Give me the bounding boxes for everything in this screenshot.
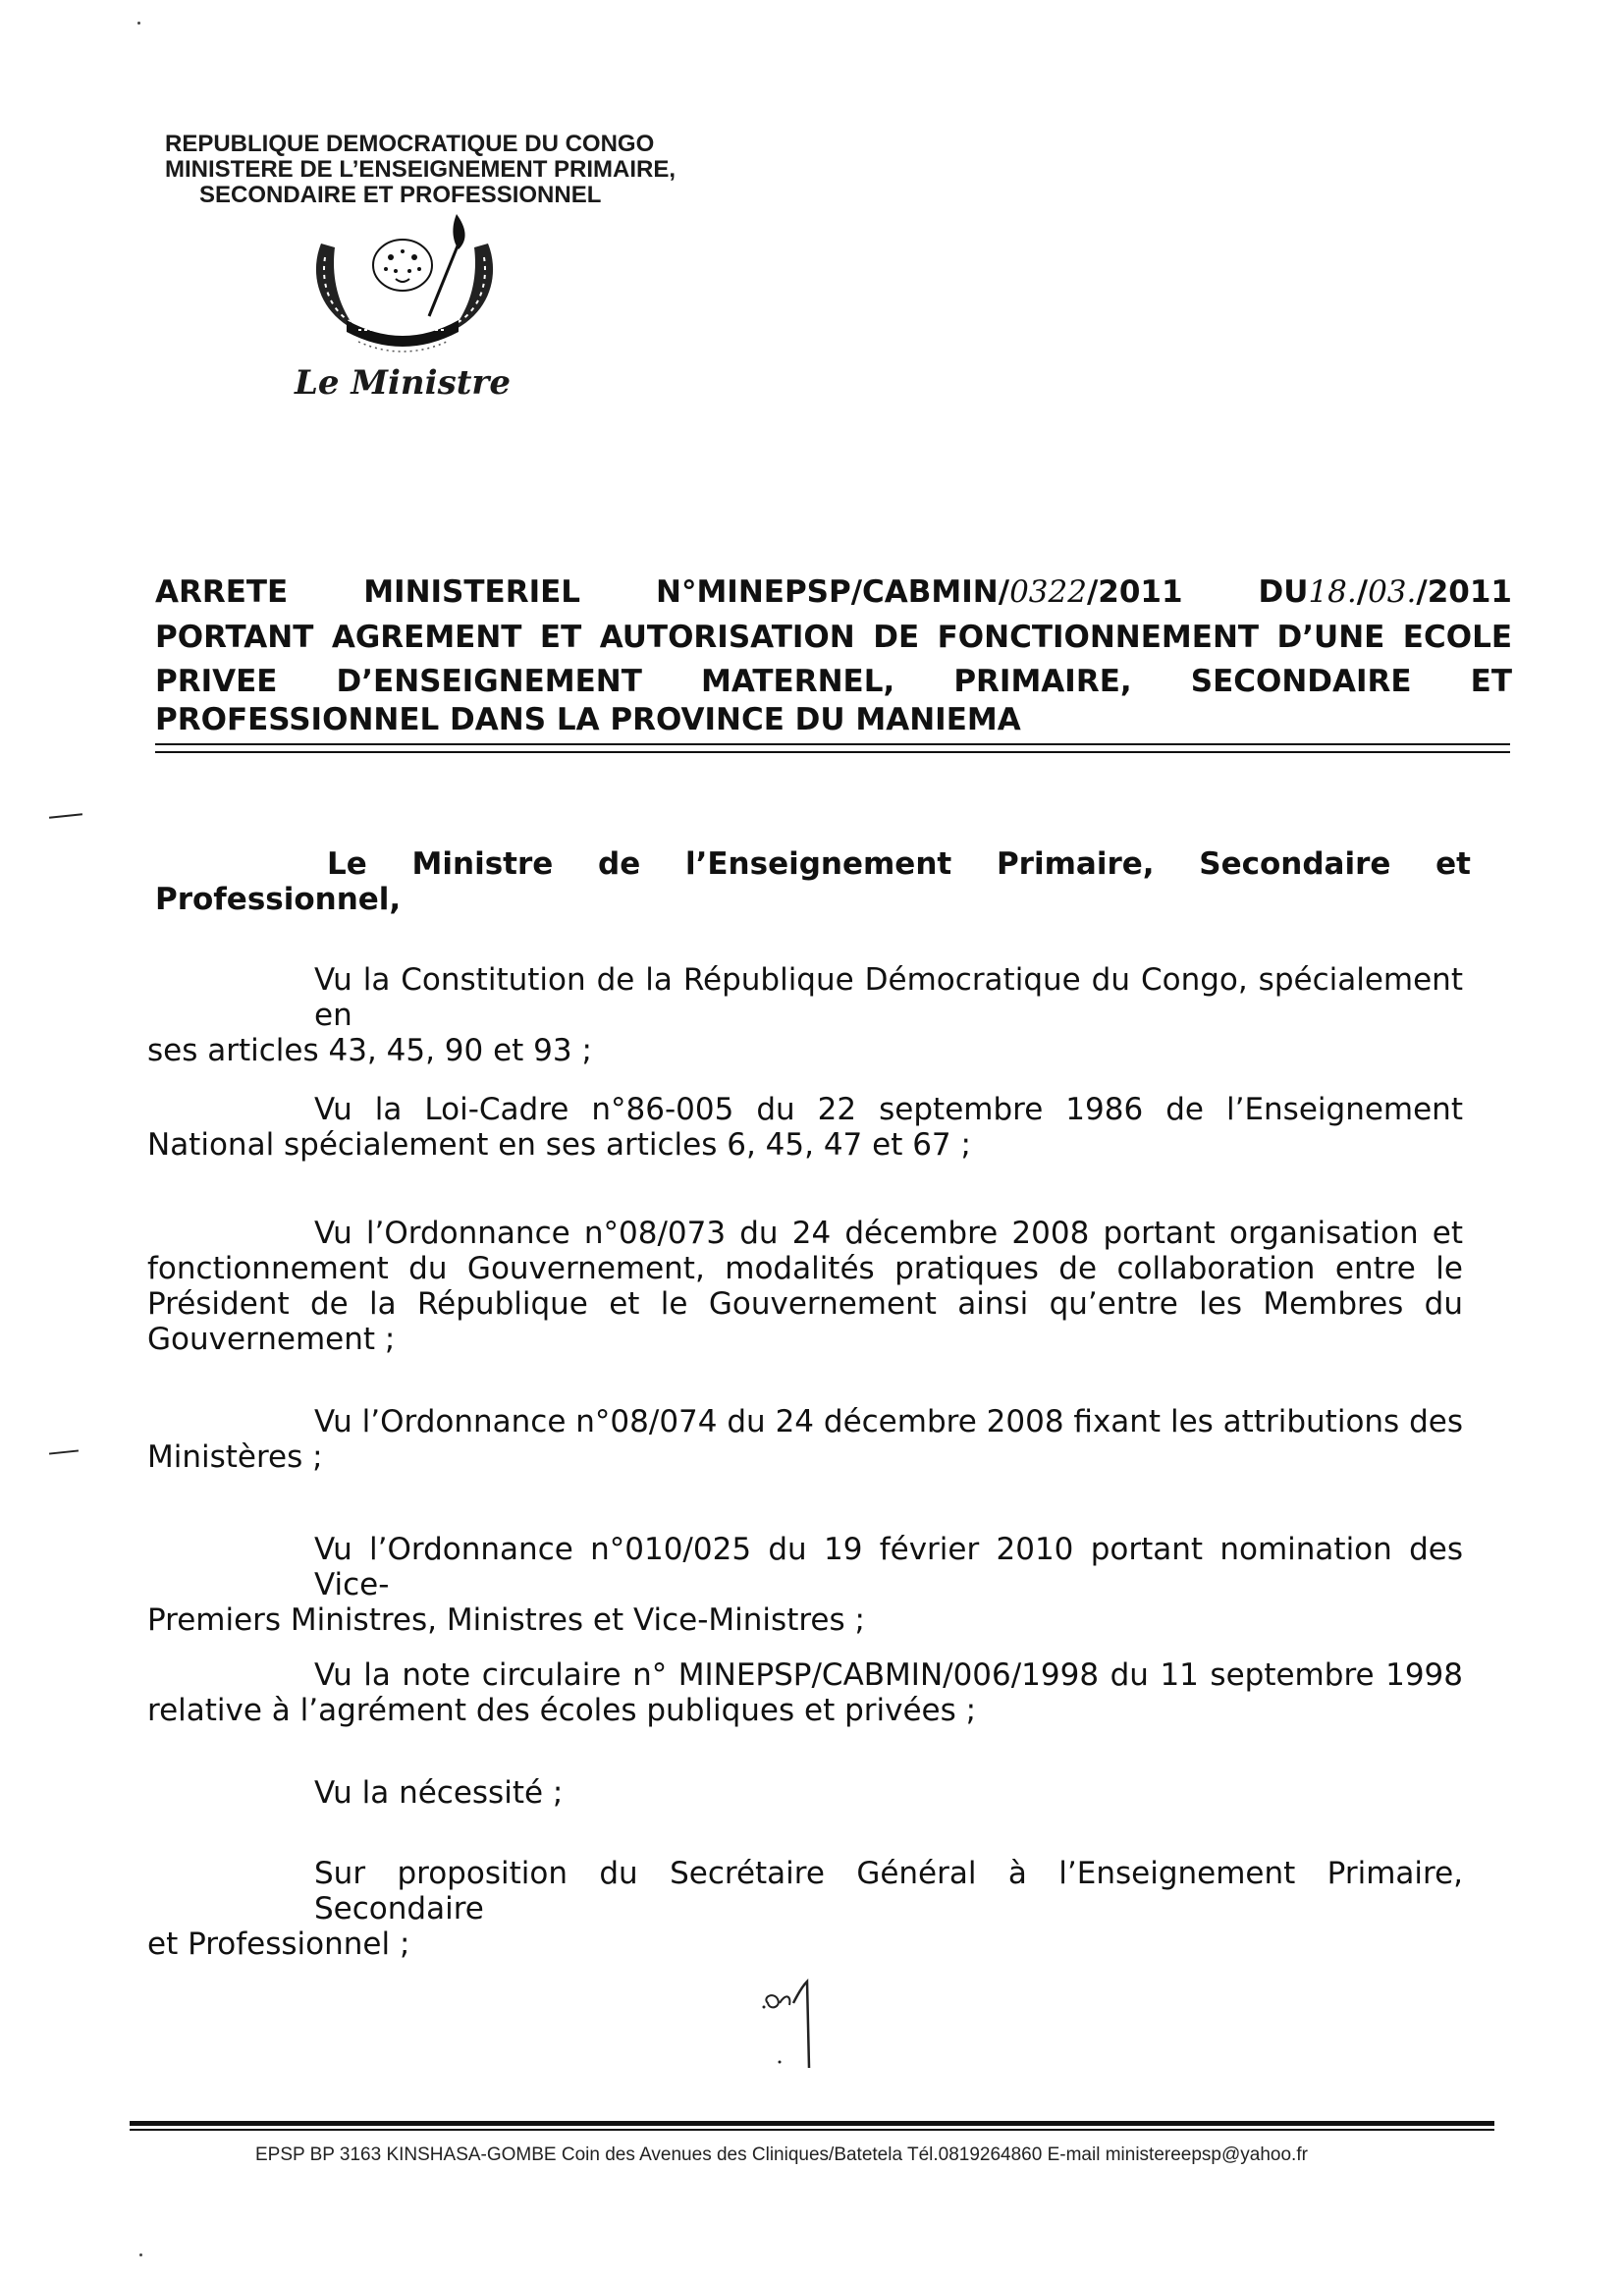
footer-rule-thick bbox=[130, 2121, 1494, 2126]
letterhead-country: REPUBLIQUE DEMOCRATIQUE DU CONGO bbox=[165, 131, 655, 157]
title-word-arrete: ARRETE bbox=[155, 574, 289, 610]
paragraph-ordonnance-074: Vu l’Ordonnance n°08/074 du 24 décembre 2008 fixant les attributions des Ministères ; bbox=[147, 1404, 1463, 1475]
title-underline-top bbox=[155, 743, 1510, 745]
footer-address: EPSP BP 3163 KINSHASA-GOMBE Coin des Avenues des Cliniques/Batetela Tél.0819264860 E-mail ministereepsp@yahoo.fr bbox=[255, 2144, 1308, 2165]
decree-day-handwritten: 18. bbox=[1308, 574, 1357, 610]
paragraph-constitution: Vu la Constitution de la République Démocratique du Congo, spécialement en ses articles 43, 45, 90 et 93 ; bbox=[147, 962, 1463, 1068]
punch-mark bbox=[49, 1449, 79, 1454]
decree-title-line4: PROFESSIONNEL DANS LA PROVINCE DU MANIEMA bbox=[155, 702, 1021, 737]
scan-speck bbox=[137, 22, 140, 25]
decree-reference-line bbox=[155, 575, 1512, 609]
title-word-ministeriel: MINISTERIEL bbox=[363, 574, 581, 610]
paragraph-note-circulaire: Vu la note circulaire n° MINEPSP/CABMIN/006/1998 du 11 septembre 1998 relative à l’agrément des écoles publiques et privées ; bbox=[147, 1657, 1463, 1728]
paragraph-necessite: Vu la nécessité ; bbox=[314, 1775, 564, 1811]
paragraph-ordonnance-073: Vu l’Ordonnance n°08/073 du 24 décembre 2008 portant organisation et fonctionnement du Gouvernement, modalités pratiques de collaboration entre le Président de la République et le Gouvernement ainsi qu’entre les Membres du Gouvernement ; bbox=[147, 1216, 1463, 1357]
letterhead-ministry: MINISTERE DE L’ENSEIGNEMENT PRIMAIRE, bbox=[165, 156, 677, 183]
punch-mark bbox=[49, 813, 82, 819]
minister-heading: Le Ministre de l’Enseignement Primaire, Secondaire et bbox=[327, 846, 1471, 882]
title-underline-bottom bbox=[155, 751, 1510, 753]
letterhead-ministry-cont: SECONDAIRE ET PROFESSIONNEL bbox=[199, 182, 602, 208]
signature-title: Le Ministre bbox=[295, 363, 511, 403]
footer-rule-thin bbox=[130, 2129, 1494, 2131]
decree-title-line2: PORTANT AGREMENT ET AUTORISATION DE FONCTIONNEMENT D’UNE ECOLE bbox=[155, 620, 1512, 655]
decree-month-handwritten: 03. bbox=[1368, 574, 1417, 610]
paragraph-proposition: Sur proposition du Secrétaire Général à l’Enseignement Primaire, Secondaire et Professionnel ; bbox=[147, 1856, 1463, 1962]
coat-of-arms-icon bbox=[299, 214, 506, 363]
minister-heading-cont: Professionnel, bbox=[155, 882, 402, 917]
scan-speck bbox=[139, 2253, 142, 2256]
paragraph-ordonnance-025: Vu l’Ordonnance n°010/025 du 19 février 2010 portant nomination des Vice- Premiers Ministres, Ministres et Vice-Ministres ; bbox=[147, 1532, 1463, 1638]
decree-number-handwritten: 0322 bbox=[1009, 574, 1087, 610]
decree-number: N°MINEPSP/CABMIN/0322/2011 bbox=[656, 574, 1183, 610]
decree-title-line3: PRIVEE D’ENSEIGNEMENT MATERNEL, PRIMAIRE, SECONDAIRE ET bbox=[155, 664, 1512, 699]
paragraph-loi-cadre: Vu la Loi-Cadre n°86-005 du 22 septembre 1986 de l’Enseignement National spécialement en ses articles 6, 45, 47 et 67 ; bbox=[147, 1092, 1463, 1163]
handwritten-initials-icon bbox=[756, 1974, 835, 2072]
decree-date: DU18./03./2011 bbox=[1258, 574, 1512, 610]
